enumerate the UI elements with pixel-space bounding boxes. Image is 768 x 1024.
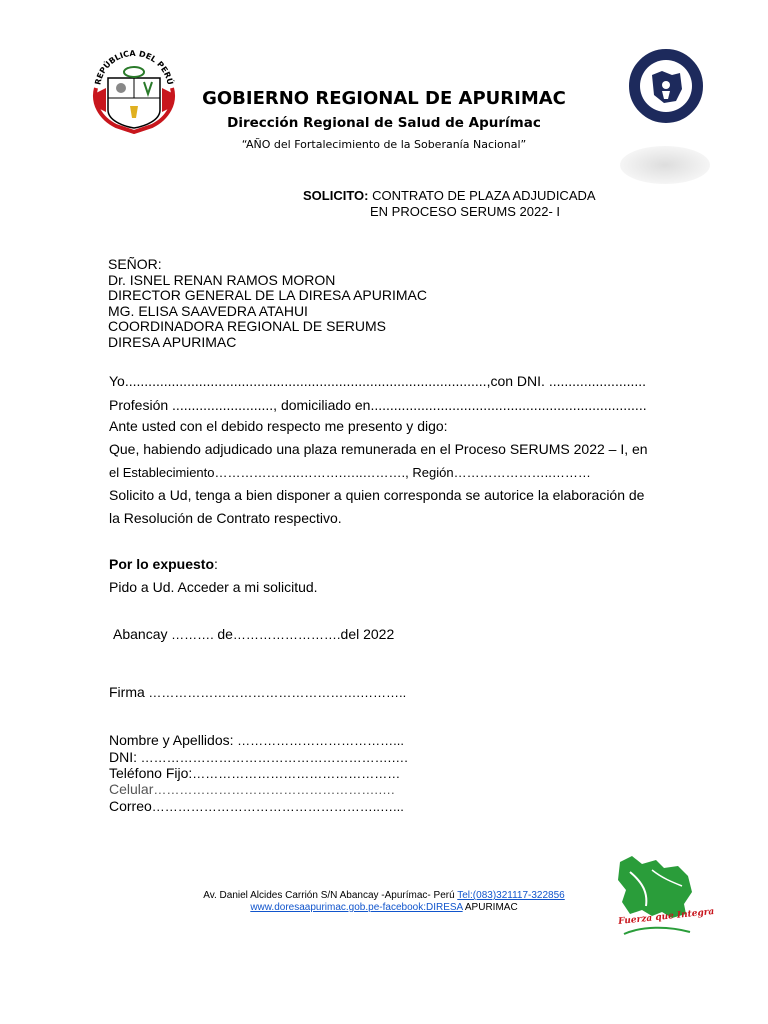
- field-blank: ……………………………………………..…...: [151, 799, 404, 814]
- year-motto: “AÑO del Fortalecimiento de la Soberanía Nacional”: [241, 138, 527, 151]
- date-month-blank: …………………….: [232, 627, 341, 642]
- signature-line: [109, 684, 406, 700]
- subject-label: SOLICITO:: [303, 188, 369, 203]
- institution-title: GOBIERNO REGIONAL DE APURIMAC: [202, 88, 566, 109]
- apurimac-map-logo: [612, 852, 715, 940]
- institution-subtitle: Dirección Regional de Salud de Apurímac: [227, 115, 541, 131]
- addressee-line: DIRESA APURIMAC: [108, 333, 237, 350]
- addressee-line: Dr. ISNEL RENAN RAMOS MORON: [108, 271, 336, 288]
- addressee-line: COORDINADORA REGIONAL DE SERUMS: [108, 318, 386, 334]
- field-label: Nombre y Apellidos:: [109, 732, 234, 748]
- addressee-line: MG. ELISA SAAVEDRA ATAHUI: [108, 302, 308, 319]
- field-dni: [109, 749, 408, 765]
- date-line: [113, 626, 394, 642]
- body-line-greeting: Ante usted con el debido respecto me presento y digo:: [109, 418, 448, 434]
- footer-web-link[interactable]: www.doresaapurimac.gob.pe-facebook:DIRESA: [250, 902, 463, 913]
- slogan-text: Fuerza que Integra: [617, 906, 715, 928]
- field-email: [109, 798, 404, 814]
- field-blank: ………………………………...: [233, 733, 404, 748]
- footer-phone-link[interactable]: Tel:(083)321117-322856: [457, 890, 565, 901]
- date-day-blank: ……….: [167, 627, 218, 642]
- logo-shadow: [620, 146, 710, 184]
- addressee-line: SEÑOR:: [108, 256, 162, 272]
- field-label: Teléfono Fijo:: [109, 765, 193, 781]
- body-line-profession: Profesión .........................., domiciliado en.......................................................................: [109, 397, 647, 413]
- signature-blank: ………………………………………….………..: [144, 685, 407, 700]
- addressee-block: [108, 257, 427, 350]
- date-de: de: [217, 626, 233, 642]
- body-line-resolution: la Resolución de Contrato respectivo.: [109, 510, 342, 526]
- field-label: DNI:: [109, 749, 137, 765]
- field-label: Celular: [109, 781, 154, 797]
- subject-line-2: EN PROCESO SERUMS 2022- I: [370, 204, 560, 219]
- field-blank: ………………………………………………….….: [137, 750, 408, 765]
- body-line-serums: Que, habiendo adjudicado una plaza remunerada en el Proceso SERUMS 2022 – I, en: [109, 441, 648, 457]
- conclusion-label: Por lo expuesto: [109, 556, 215, 572]
- seal-text: REPÚBLICA DEL PERÚ: [93, 48, 175, 86]
- conclusion-colon: :: [214, 556, 218, 572]
- field-label: Correo: [109, 798, 152, 814]
- field-blank: …………………………………………….….: [153, 782, 395, 797]
- footer-address: Av. Daniel Alcides Carrión S/N Abancay -Apurímac- Perú: [203, 890, 458, 901]
- conclusion-heading: [109, 556, 218, 572]
- field-blank: …………………………………………: [192, 766, 401, 781]
- body-line-establishment: el Establecimiento………………..……….…..………., Región…………………..………: [109, 465, 591, 480]
- subject-line-1: CONTRATO DE PLAZA ADJUDICADA: [368, 188, 596, 203]
- date-city: Abancay: [113, 626, 168, 642]
- subject-block: [303, 188, 596, 220]
- field-phone: [109, 765, 400, 781]
- body-line-request: Solicito a Ud, tenga a bien disponer a quien corresponda se autorice la elaboración de: [109, 487, 645, 503]
- body-line-name: Yo.............................................................................................,con DNI. .........................: [109, 373, 647, 389]
- signature-label: Firma: [109, 684, 145, 700]
- conclusion-request: Pido a Ud. Acceder a mi solicitud.: [109, 579, 318, 595]
- date-year: del 2022: [340, 626, 395, 642]
- footer-web-suffix: APURIMAC: [462, 902, 518, 913]
- addressee-line: DIRECTOR GENERAL DE LA DIRESA APURIMAC: [108, 287, 427, 303]
- field-mobile: [109, 781, 395, 797]
- field-full-name: [109, 732, 404, 748]
